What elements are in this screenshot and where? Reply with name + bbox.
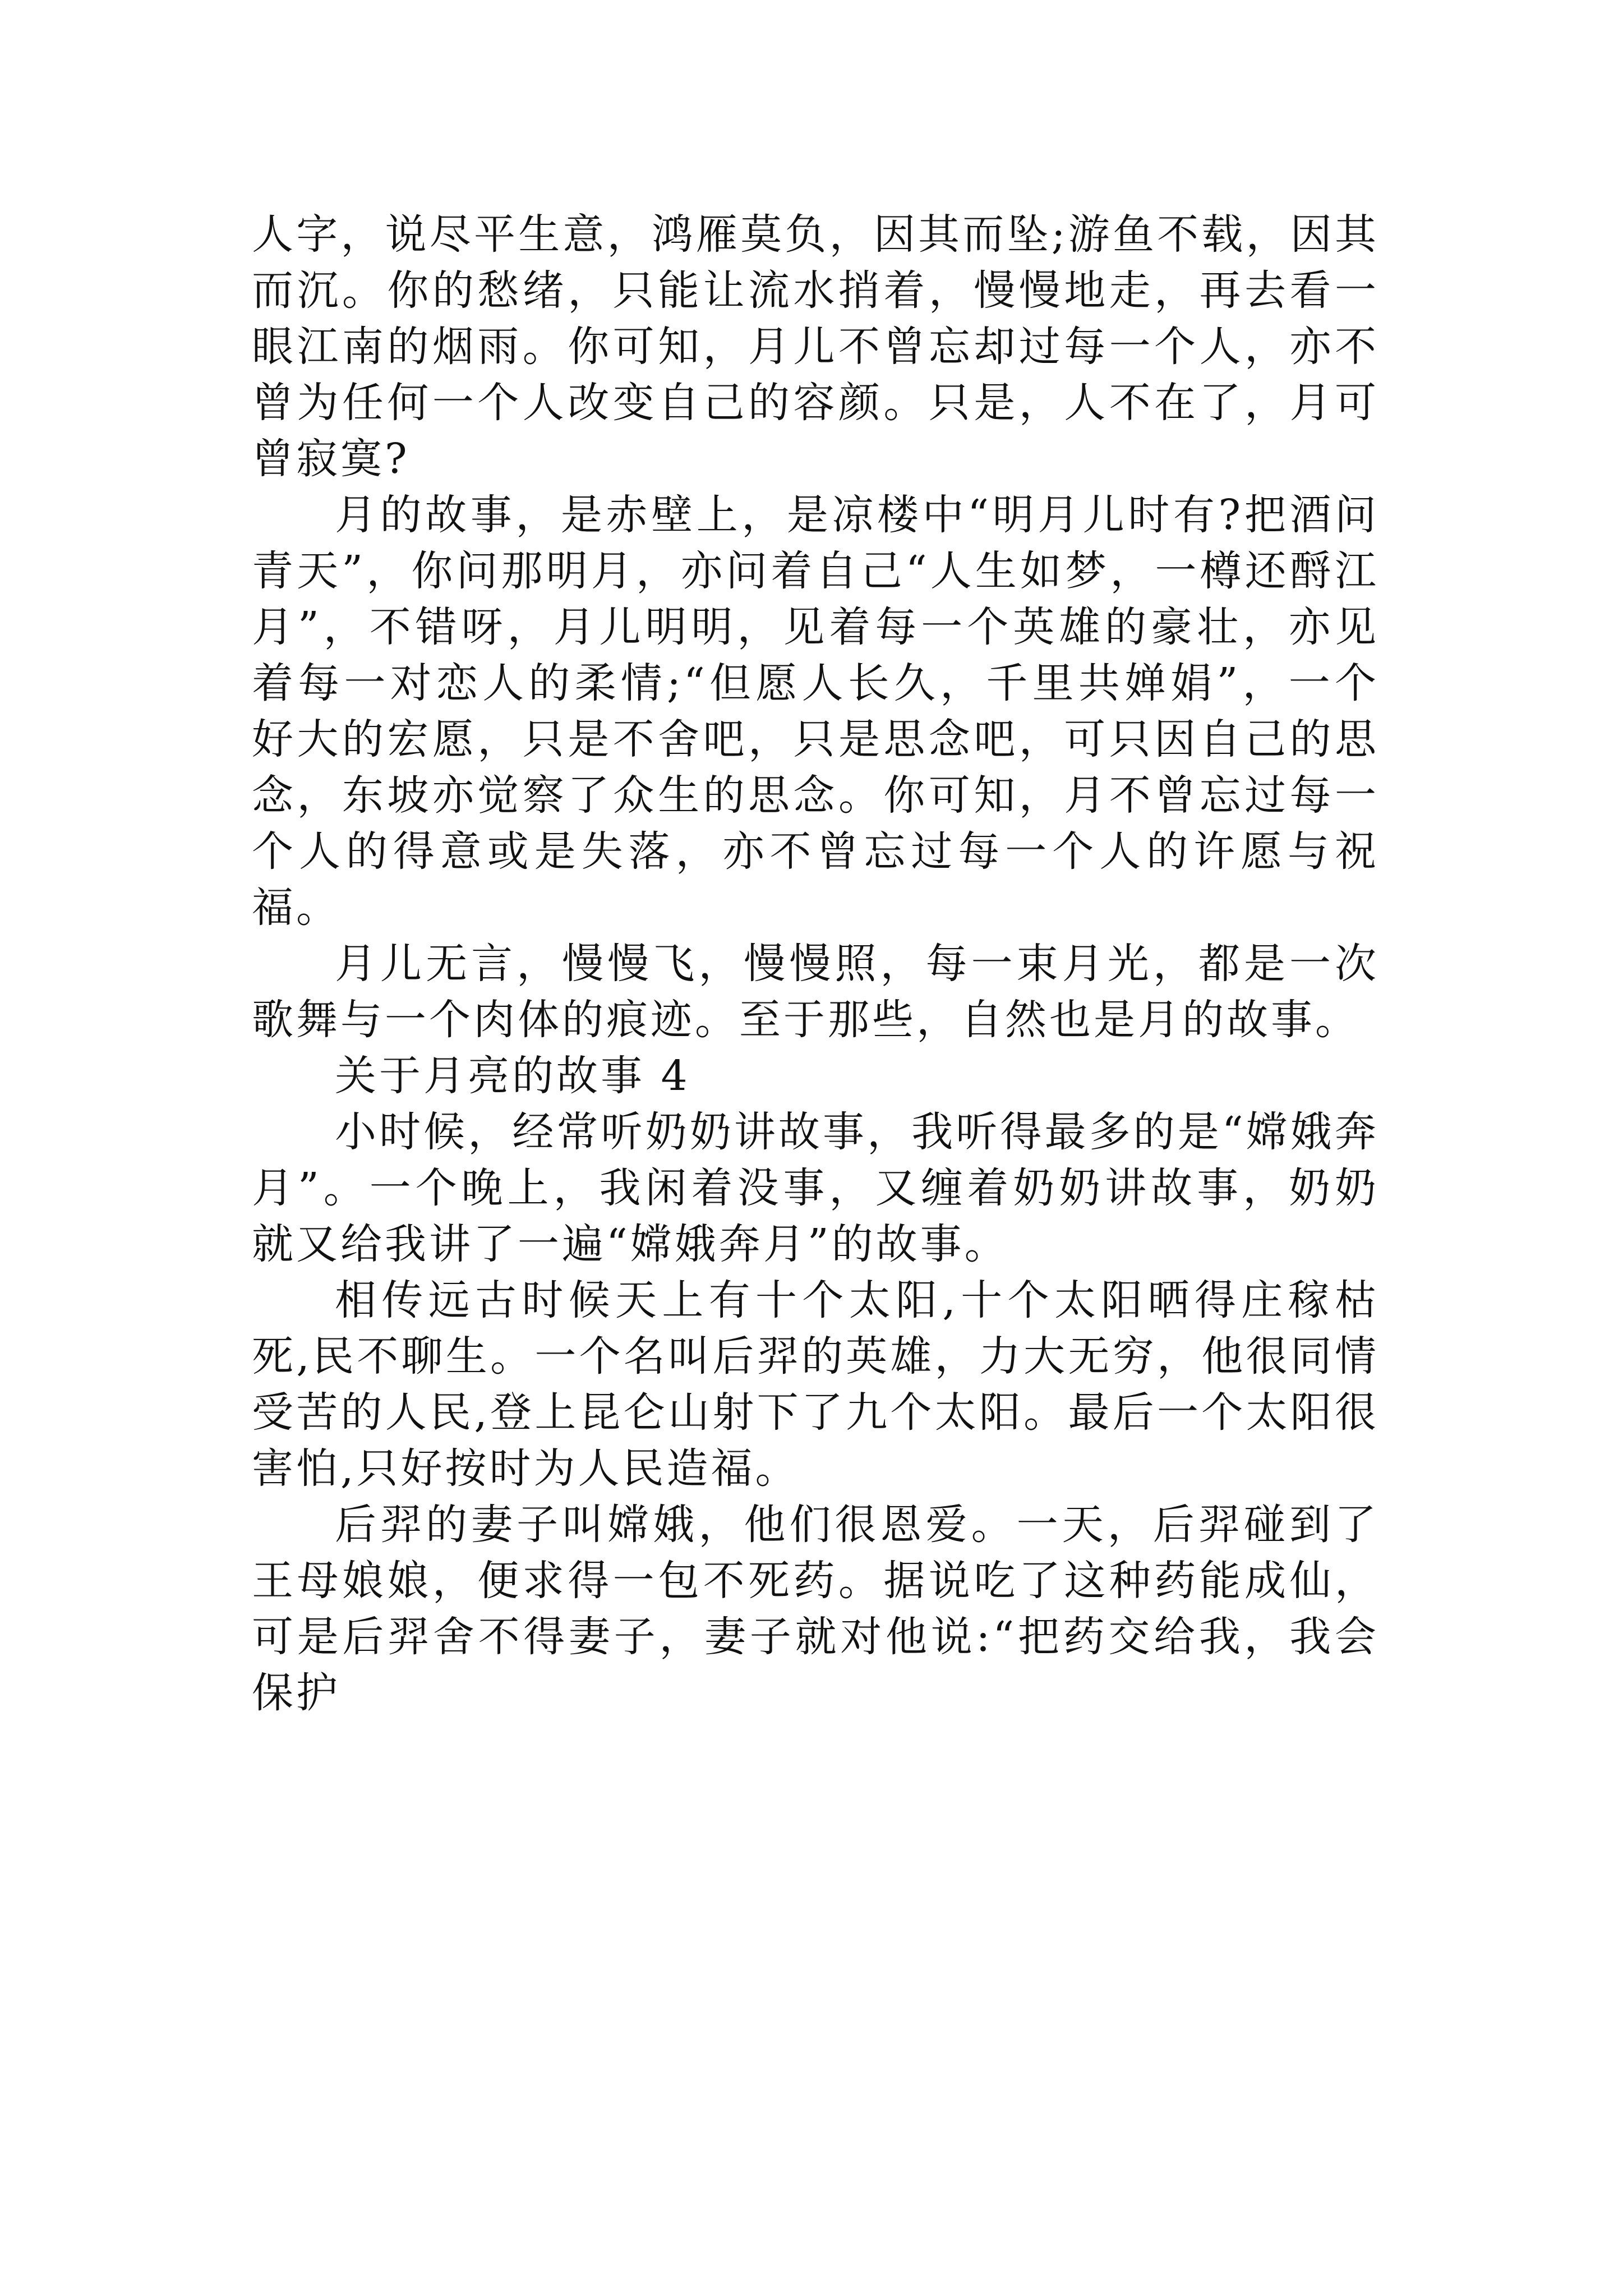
paragraph: 月儿无言，慢慢飞，慢慢照，每一束月光，都是一次歌舞与一个肉体的痕迹。至于那些，自然也是月的故事。 [252,940,1379,1044]
paragraph: 相传远古时候天上有十个太阳,十个太阳晒得庄稼枯死,民不聊生。一个名叫后羿的英雄，力大无穷，他很同情受苦的人民,登上昆仑山射下了九个太阳。最后一个太阳很害怕,只好按时为人民造福。 [252,1276,1379,1493]
paragraph: 小时候，经常听奶奶讲故事，我听得最多的是“嫦娥奔月”。一个晚上，我闲着没事，又缠着奶奶讲故事，奶奶就又给我讲了一遍“嫦娥奔月”的故事。 [252,1108,1379,1268]
paragraph: 人字，说尽平生意，鸿雁莫负，因其而坠;游鱼不载，因其而沉。你的愁绪，只能让流水捎着，慢慢地走，再去看一眼江南的烟雨。你可知，月儿不曾忘却过每一个人，亦不曾为任何一个人改变自己的容颜。只是，人不在了，月可曾寂寞? [252,210,1379,483]
paragraph: 后羿的妻子叫嫦娥，他们很恩爱。一天，后羿碰到了王母娘娘，便求得一包不死药。据说吃了这种药能成仙，可是后羿舍不得妻子，妻子就对他说:“把药交给我，我会保护 [252,1501,1379,1717]
document-body [252,206,1379,1721]
section-heading: 关于月亮的故事 4 [335,1052,690,1100]
paragraph: 月的故事，是赤壁上，是凉楼中“明月儿时有?把酒问青天”，你问那明月，亦问着自己“人生如梦，一樽还酹江月”，不错呀，月儿明明，见着每一个英雄的豪壮，亦见着每一对恋人的柔情;“但愿人长久，千里共婵娟”，一个好大的宏愿，只是不舍吧，只是思念吧，可只因自己的思念，东坡亦觉察了众生的思念。你可知，月不曾忘过每一个人的得意或是失落，亦不曾忘过每一个人的许愿与祝福。 [252,491,1379,932]
